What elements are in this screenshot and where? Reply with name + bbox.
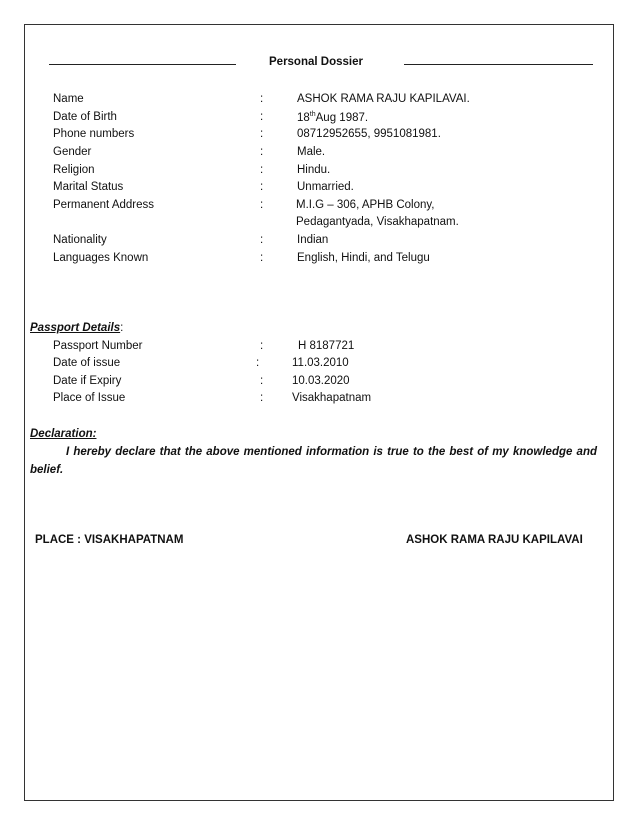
religion-label: Religion: [53, 164, 95, 176]
passport-number-colon: :: [260, 340, 264, 352]
title-rule-left: [49, 64, 236, 65]
dob-suffix: th: [309, 111, 316, 118]
page-border: [24, 24, 614, 801]
declaration-text: I hereby declare that the above mentioned information is true to the best of my knowledge and belief.: [30, 446, 597, 476]
dob-value: [297, 111, 368, 124]
signature-place: PLACE : VISAKHAPATNAM: [35, 534, 184, 546]
issue-date-colon: :: [256, 357, 260, 369]
name-value: ASHOK RAMA RAJU KAPILAVAI.: [297, 93, 470, 105]
languages-label: Languages Known: [53, 252, 149, 264]
marital-label: Marital Status: [53, 181, 124, 193]
nationality-colon: :: [260, 234, 264, 246]
address-value-line1: M.I.G – 306, APHB Colony,: [296, 199, 435, 211]
expiry-date-value: 10.03.2020: [292, 375, 350, 387]
address-label: Permanent Address: [53, 199, 155, 211]
dob-label: Date of Birth: [53, 111, 117, 123]
phone-label: Phone numbers: [53, 128, 135, 140]
gender-value: Male.: [297, 146, 326, 158]
title-rule-right: [404, 64, 593, 65]
issue-place-value: Visakhapatnam: [292, 392, 372, 404]
address-colon: :: [260, 199, 264, 211]
gender-label: Gender: [53, 146, 92, 158]
expiry-date-label: Date if Expiry: [53, 375, 122, 387]
languages-value: English, Hindi, and Telugu: [297, 252, 430, 264]
dob-day: 18: [297, 111, 310, 124]
name-label: Name: [53, 93, 84, 105]
dob-rest: Aug 1987.: [315, 111, 369, 124]
passport-number-label: Passport Number: [53, 340, 143, 352]
religion-value: Hindu.: [297, 164, 331, 176]
nationality-label: Nationality: [53, 234, 107, 246]
phone-colon: :: [260, 128, 264, 140]
address-value-line2: Pedagantyada, Visakhapatnam.: [296, 216, 459, 228]
issue-place-label: Place of Issue: [53, 392, 126, 404]
name-colon: :: [260, 93, 264, 105]
dob-colon: :: [260, 111, 264, 123]
religion-colon: :: [260, 164, 264, 176]
declaration-heading: Declaration:: [30, 428, 97, 440]
expiry-date-colon: :: [260, 375, 264, 387]
languages-colon: :: [260, 252, 264, 264]
document-title: Personal Dossier: [269, 56, 363, 68]
signature-name: ASHOK RAMA RAJU KAPILAVAI: [406, 534, 583, 546]
passport-heading-text: Passport Details: [30, 322, 121, 334]
passport-heading-colon: :: [120, 322, 124, 334]
nationality-value: Indian: [297, 234, 329, 246]
issue-place-colon: :: [260, 392, 264, 404]
passport-heading: [30, 322, 123, 334]
issue-date-label: Date of issue: [53, 357, 121, 369]
marital-colon: :: [260, 181, 264, 193]
phone-value: 08712952655, 9951081981.: [297, 128, 441, 140]
issue-date-value: 11.03.2010: [292, 357, 349, 369]
gender-colon: :: [260, 146, 264, 158]
marital-value: Unmarried.: [297, 181, 354, 193]
passport-number-value: H 8187721: [298, 340, 355, 352]
